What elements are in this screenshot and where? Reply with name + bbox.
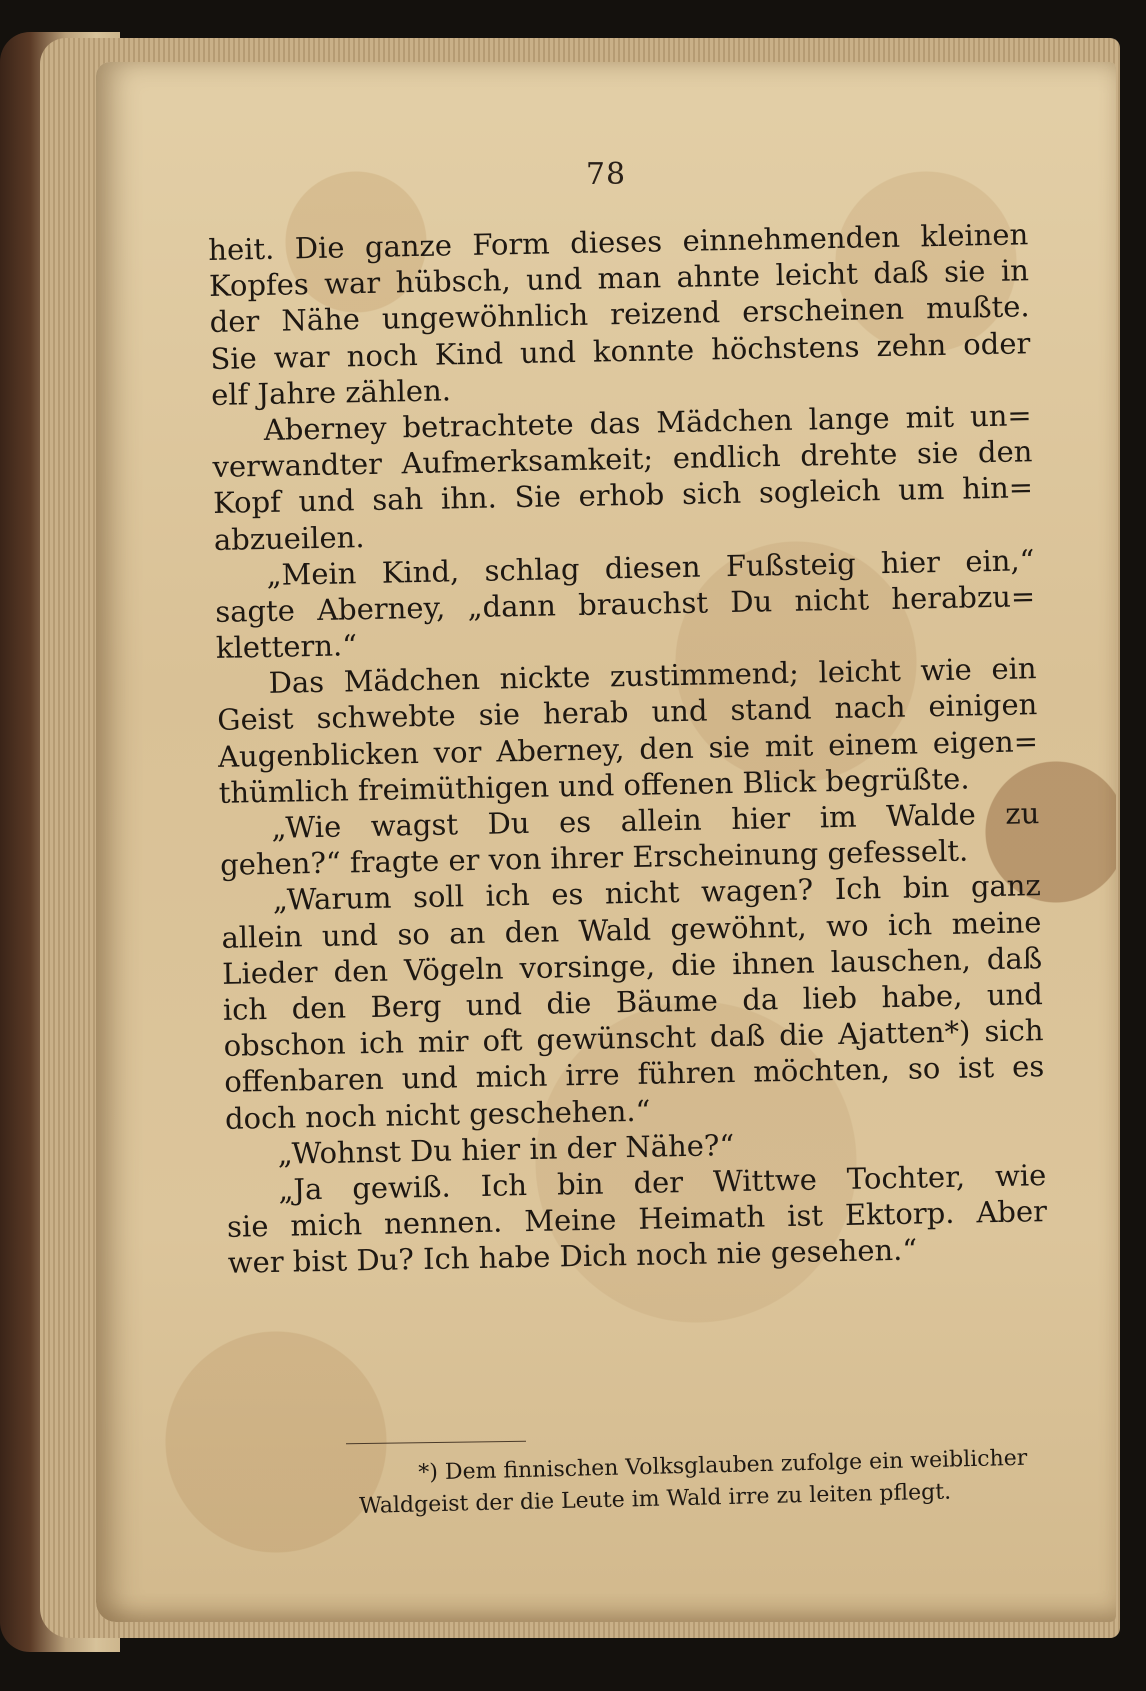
text-line: „Wohnst Du hier in der Nähe?“ (277, 1127, 735, 1171)
text-line: Augenblicken vor Aberney, den sie mit einem eigen= (217, 723, 1039, 774)
text-line: Lieder den Vögeln vorsinge, die ihnen lauschen, daß (221, 940, 1043, 991)
text-line: heit. Die ganze Form dieses einnehmenden kleinen (208, 217, 1029, 267)
text-line: „Mein Kind, schlag diesen Fußsteig hier ein,“ (266, 542, 1035, 592)
text-line: klettern.“ (215, 628, 358, 665)
footnote-divider (346, 1441, 526, 1445)
text-line: „Wie wagst Du es allein hier im Walde zu (271, 796, 1040, 845)
text-line: Sie war noch Kind und konnte höchstens zehn oder (210, 325, 1031, 376)
text-line: sagte Aberney, „dann brauchst Du nicht herabzu= (214, 579, 1036, 629)
text-line: offenbaren und mich irre führen möchten, so ist es (223, 1049, 1045, 1100)
text-line: doch noch nicht geschehen.“ (224, 1093, 651, 1136)
text-line: verwandter Aufmerksamkeit; endlich drehte sie den (212, 434, 1033, 485)
page-number: 78 (585, 157, 627, 192)
text-line: Kopf und sah ihn. Sie erhob sich sogleich um hin= (212, 470, 1034, 521)
text-line: elf Jahre zählen. (210, 373, 452, 412)
text-line: allein und so an den Wald gewöhnt, wo ich meine (221, 904, 1042, 955)
text-line: „Ja gewiß. Ich bin der Wittwe Tochter, wie (278, 1157, 1047, 1207)
text-line: Kopfes war hübsch, und man ahnte leicht daß sie in (208, 253, 1030, 304)
text-line: sie mich nennen. Meine Heimath ist Ektorp. Aber (226, 1194, 1048, 1244)
text-line: ich den Berg und die Bäume da lieb habe, und (222, 977, 1044, 1027)
text-line: Das Mädchen nickte zustimmend; leicht wie ein (268, 651, 1037, 701)
book-page (96, 62, 1116, 1622)
footnote-line: *) Dem finnischen Volksglauben zufolge ein weiblicher (418, 1445, 1028, 1486)
footnote (358, 1439, 1146, 1523)
text-line: obschon ich mir oft gewünscht daß die Ajatten*) sich (223, 1013, 1044, 1063)
text-line: gehen?“ fragte er von ihrer Erscheinung gefesselt. (219, 833, 969, 883)
footnote-line: Waldgeist der die Leute im Wald irre zu leiten pflegt. (358, 1479, 952, 1519)
body-text (208, 216, 1048, 1281)
text-line: „Warum soll ich es nicht wagen? Ich bin ganz (272, 868, 1042, 918)
text-line: abzueilen. (213, 519, 365, 557)
text-line: Geist schwebte sie herab und stand nach einigen (217, 687, 1038, 738)
text-line: wer bist Du? Ich habe Dich noch nie gesehen.“ (227, 1232, 918, 1281)
text-line: thümlich freimüthigen und offenen Blick begrüßte. (218, 761, 970, 810)
text-line: Aberney betrachtete das Mädchen lange mit un= (263, 398, 1032, 447)
text-line: der Nähe ungewöhnlich reizend erscheinen mußte. (209, 289, 1030, 340)
